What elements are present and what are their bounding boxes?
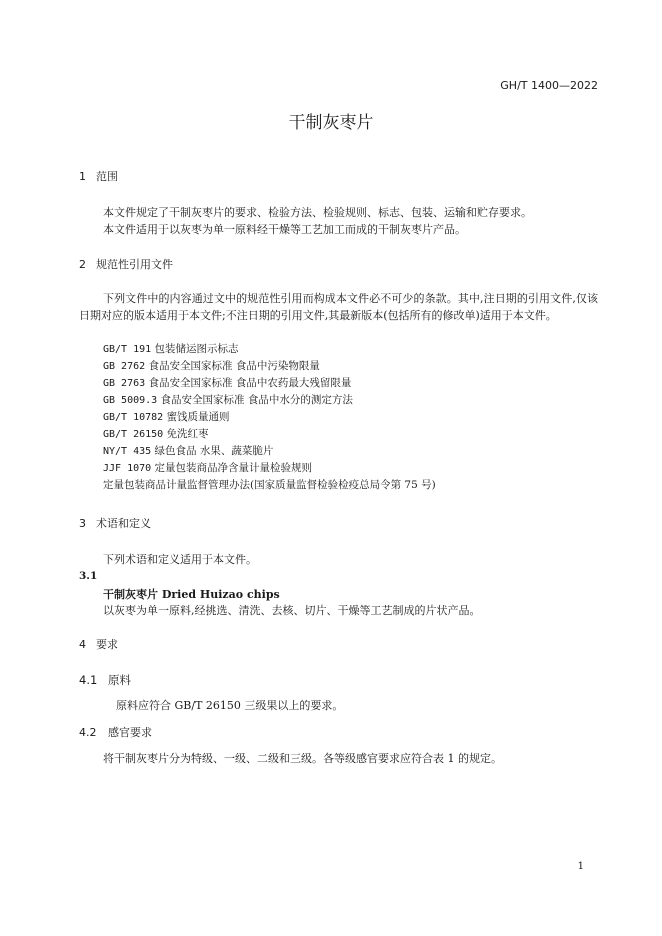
reference-name: 食品安全国家标准 食品中水分的测定方法 [160, 394, 353, 406]
reference-code: GB 2762 [103, 361, 146, 372]
reference-name: 食品安全国家标准 食品中农药最大残留限量 [148, 377, 352, 389]
normative-references-intro: 下列文件中的内容通过文中的规范性引用而构成本文件必不可少的条款。其中,注日期的引用文件,仅该日期对应的版本适用于本文件;不注日期的引用文件,其最新版本(包括所有的修改单)适用于本文件。 [79, 292, 598, 322]
terms-intro: 下列术语和定义适用于本文件。 [103, 553, 257, 566]
reference-name: 免洗红枣 [166, 428, 209, 440]
standard-code: GH/T 1400—2022 [500, 79, 598, 92]
sensory-requirements-text: 将干制灰枣片分为特级、一级、二级和三级。各等级感官要求应符合表 1 的规定。 [103, 752, 502, 765]
reference-item [103, 426, 209, 441]
term-definition: 以灰枣为单一原料,经挑选、清洗、去核、切片、干燥等工艺制成的片状产品。 [103, 604, 481, 617]
reference-item-regulation: 定量包装商品计量监督管理办法(国家质量监督检验检疫总局令第 75 号) [103, 479, 436, 491]
reference-code: GB/T 191 [103, 344, 152, 355]
reference-code: GB 5009.3 [103, 395, 158, 406]
section-title: 范围 [96, 170, 118, 183]
reference-code: GB/T 10782 [103, 412, 164, 423]
reference-item [103, 460, 312, 475]
section-2-heading [79, 256, 173, 272]
subsection-title: 感官要求 [108, 726, 152, 739]
reference-code: GB 2763 [103, 378, 146, 389]
section-3-heading [79, 515, 151, 531]
reference-name: 包装储运图示标志 [154, 343, 239, 355]
section-number: 4 [79, 638, 86, 651]
subsection-number: 4.1 [79, 673, 98, 687]
section-title: 要求 [96, 638, 118, 651]
section-4-heading [79, 636, 118, 652]
subsection-4-2-heading [79, 724, 152, 740]
section-number: 3 [79, 517, 86, 530]
reference-name: 食品安全国家标准 食品中污染物限量 [148, 360, 320, 372]
document-title: 干制灰枣片 [288, 113, 374, 133]
reference-item [103, 409, 230, 424]
term-number: 3.1 [79, 570, 98, 582]
section-1-heading [79, 168, 118, 184]
term-heading: 干制灰枣片 Dried Huizao chips [103, 588, 280, 601]
reference-name: 定量包装商品净含量计量检验规则 [154, 462, 313, 474]
reference-code: GB/T 26150 [103, 429, 164, 440]
reference-name: 蜜饯质量通则 [166, 411, 230, 423]
reference-item [103, 341, 239, 356]
reference-code: JJF 1070 [103, 463, 152, 474]
reference-item [103, 392, 353, 407]
section-title: 规范性引用文件 [96, 258, 173, 271]
reference-name: 绿色食品 水果、蔬菜脆片 [154, 445, 274, 457]
section-number: 1 [79, 170, 86, 183]
scope-paragraph-1: 本文件规定了干制灰枣片的要求、检验方法、检验规则、标志、包装、运输和贮存要求。 [103, 206, 532, 219]
section-title: 术语和定义 [96, 517, 151, 530]
reference-item [103, 375, 351, 390]
reference-code: NY/T 435 [103, 446, 152, 457]
section-number: 2 [79, 258, 86, 271]
reference-item [103, 358, 320, 373]
subsection-4-1-heading [79, 672, 131, 688]
subsection-number: 4.2 [79, 726, 97, 739]
raw-material-text: 原料应符合 GB/T 26150 三级果以上的要求。 [116, 699, 344, 712]
reference-item [103, 443, 273, 458]
scope-paragraph-2: 本文件适用于以灰枣为单一原料经干燥等工艺加工而成的干制灰枣片产品。 [103, 223, 466, 236]
subsection-title: 原料 [108, 673, 131, 687]
page-number: 1 [577, 861, 584, 872]
